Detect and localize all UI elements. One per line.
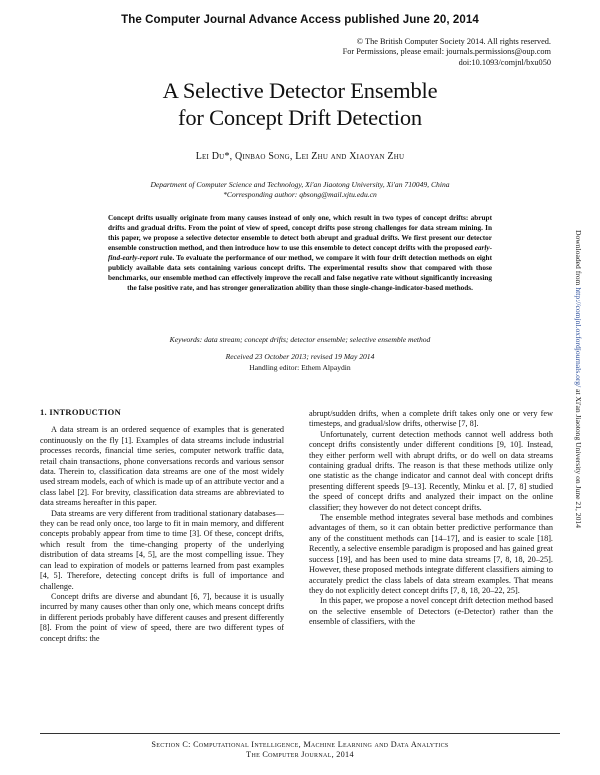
copyright-block <box>251 37 551 68</box>
paragraph: In this paper, we propose a novel concept drift detection method based on the selective ensemble of Detectors (e-Detector) rather than the ensemble of classifiers, with the <box>309 596 553 627</box>
section-heading: 1. INTRODUCTION <box>40 407 122 417</box>
side-note-suffix: at Xi'an Jiaotong University on June 21, 2014 <box>574 387 583 528</box>
doi-line[interactable]: doi:10.1093/comjnl/bxu050 <box>458 57 551 67</box>
paragraph: Data streams are very different from traditional stationary databases—they can be read only once, too large to fit in main memory, and different concepts probably appear from time to time [3]. Of these, concept drifts, which result from the time-changing property of the underlying distribution of data streams [4, 5], are the most compelling issue. They can lead to expiration of models or patterns learned from past examples [4, 5]. Therefore, detecting concept drifts is full of importance and challenge. <box>40 508 284 591</box>
side-note-prefix: Downloaded from <box>574 230 583 288</box>
handling-editor: Handling editor: Ethem Alpaydin <box>249 362 351 372</box>
download-sidebar-note <box>574 230 583 680</box>
corresponding-author: *Corresponding author: qbsong@mail.xjtu.edu.cn <box>223 190 377 199</box>
abstract-rule-name: early-find-early-report <box>108 244 492 262</box>
abstract-text-a: Concept drifts usually originate from many causes instead of only one, which result in two types of concept drifts: abrupt drifts and gradual drifts. From the point of view of speed, concept drifts pose strong challenges for data stream mining. In this paper, we propose a selective detector ensemble to detect both abrupt and gradual drifts. We first present our detector ensemble construction method, and then introduce how to use this ensemble to detect concept drifts with the proposed <box>108 214 492 252</box>
abstract-text-b: rule. To evaluate the performance of our method, we compare it with four drift detection methods on eight publicly available data sets containing various concept drifts. The experimental results show that compared with those benchmarks, our ensemble method can effectively improve the recall and false negative rate without significantly increasing the false positive rate, and has stronger generalization ability than those single-change-indicator-based methods. <box>108 254 492 292</box>
left-column <box>40 407 284 644</box>
permissions-line: For Permissions, please email: journals.permissions@oup.com <box>342 47 551 57</box>
author-list: Lei Du*, Qinbao Song, Lei Zhu and Xiaoyan Zhu <box>195 151 405 162</box>
advance-access-banner: The Computer Journal Advance Access published June 20, 2014 <box>121 14 479 26</box>
footer-journal: The Computer Journal, 2014 <box>246 750 354 759</box>
footer-section: Section C: Computational Intelligence, Machine Learning and Data Analytics <box>151 740 449 749</box>
affiliation-block <box>0 180 600 200</box>
paragraph: abrupt/sudden drifts, when a complete drift takes only one or very few timesteps, and gradual/slow drifts, otherwise [7, 8]. <box>309 409 553 429</box>
received-block <box>0 352 600 373</box>
title-line-2: for Concept Drift Detection <box>178 105 422 130</box>
copyright-line: © The British Computer Society 2014. All rights reserved. <box>356 37 551 46</box>
paragraph: The ensemble method integrates several base methods and combines advantages of them, so it can obtain better predictive performance than any of the constituent methods can [14–17], and is easier to scale [18]. Recently, a selective ensemble paradigm is proposed and has gained great success [19], and has been used to mine data streams [7, 8, 18, 20–25]. However, these proposed methods integrate different classifiers aiming to accurately predict the class labels of data stream examples. That means they do not explicitly detect concept drifts [7, 8, 18, 20–22, 25]. <box>309 513 553 595</box>
affiliation: Department of Computer Science and Technology, Xi'an Jiaotong University, Xi'an 710049, China <box>150 180 450 189</box>
paragraph: Unfortunately, current detection methods cannot well address both concept drifts consistently under different conditions [9, 10]. Instead, they either perform well with abrupt drifts, or do well on data streams containing gradual drifts. The reason is that these methods utilize only one statistic as the change indicator and cannot deal with concept drifts presenting different speeds [9–13]. Recently, Minku et al. [7, 8] studied the speed of concept drifts and analyzed their impact on the online classifier; they however do not detect concept drifts. <box>309 429 553 512</box>
page-footer <box>0 740 600 760</box>
title-line-1: A Selective Detector Ensemble <box>162 78 438 103</box>
right-column <box>309 409 553 628</box>
paragraph: Concept drifts are diverse and abundant [6, 7], because it is usually incurred by many causes other than only one, which means concept drifts in different periods probably have different causes and present differently [8]. From the point of view of speed, there are two different types of concept drifts: the <box>40 591 284 643</box>
keywords: Keywords: data stream; concept drifts; detector ensemble; selective ensemble method <box>169 335 431 344</box>
side-note-link[interactable]: http://comjnl.oxfordjournals.org/ <box>574 287 583 388</box>
paragraph: A data stream is an ordered sequence of examples that is generated continuously on the fly [1]. Examples of data streams include industrial processes records, financial time series, computer network traffic data, retail chain transactions, phone conversations records and various sensor data. Therein to, classification data streams are one of the most widely used stream models, each of which is made up of an attribute vector and a class label [2]. For brevity, classification data streams are abbreviated to data streams hereafter in this paper. <box>40 425 284 508</box>
paper-title <box>0 77 600 131</box>
received-dates: Received 23 October 2013; revised 19 May 2014 <box>225 352 375 361</box>
abstract <box>108 213 492 293</box>
footer-divider <box>40 733 560 734</box>
